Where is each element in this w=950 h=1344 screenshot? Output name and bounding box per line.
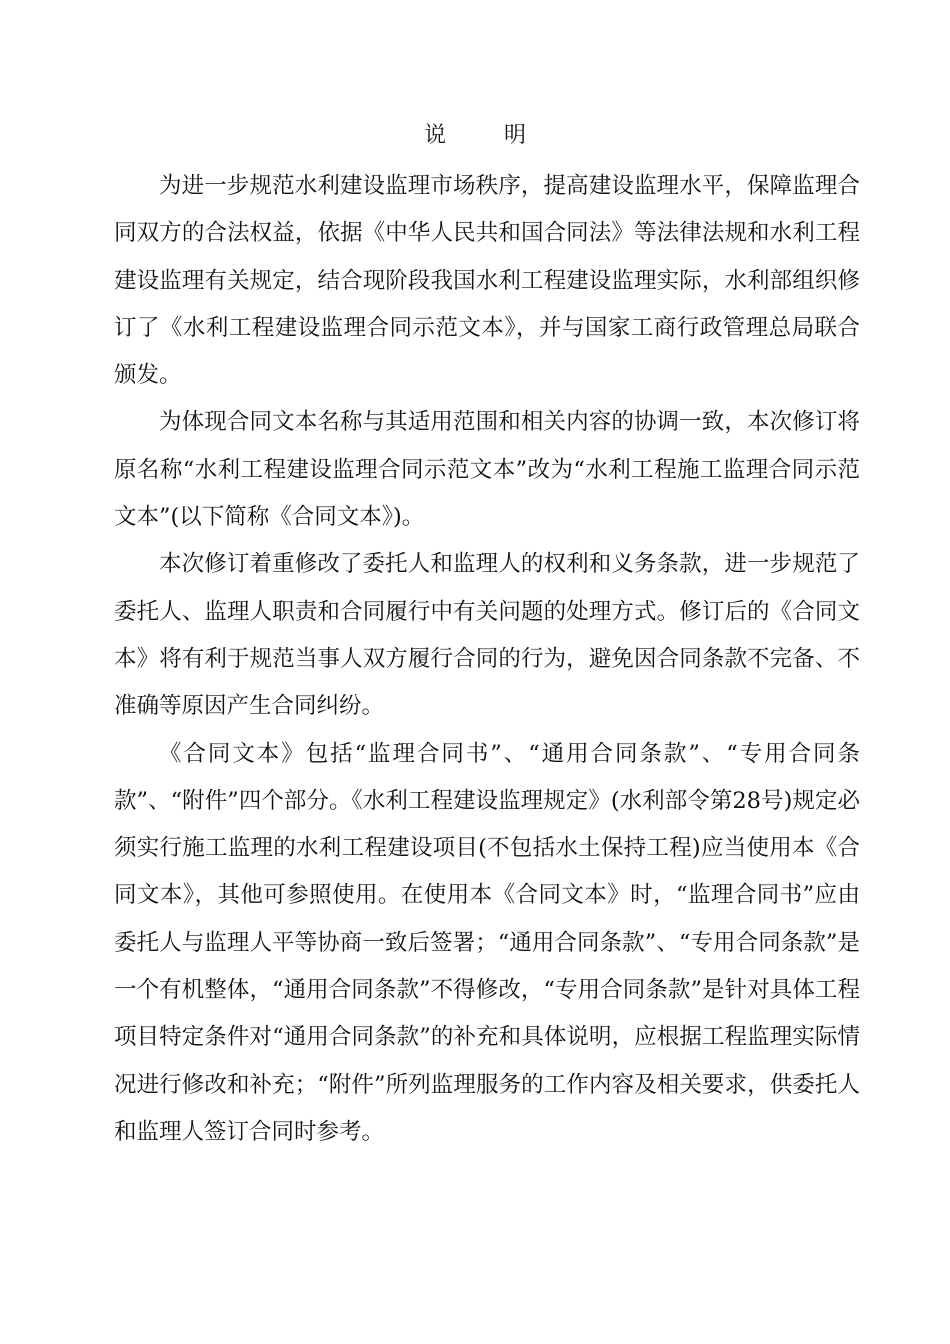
paragraph-3: 本次修订着重修改了委托人和监理人的权利和义务条款，进一步规范了委托人、监理人职责和合同履行中有关问题的处理方式。修订后的《合同文本》将有利于规范当事人双方履行合同的行为，避免因合同条款不完备、不准确等原因产生合同纠纷。 [114,551,860,720]
document-title: 说 明 [423,123,544,148]
paragraph-4: 《合同文本》包括“监理合同书”、“通用合同条款”、“专用合同条款”、“附件”四个部分。《水利工程建设监理规定》(水利部令第28号)规定必须实行施工监理的水利工程建设项目(不包括水土保持工程)应当使用本《合同文本》，其他可参照使用。在使用本《合同文本》时，“监理合同书”应由委托人与监理人平等协商一致后签署；“通用合同条款”、“专用合同条款”是一个有机整体，“通用合同条款”不得修改，“专用合同条款”是针对具体工程项目特定条件对“通用合同条款”的补充和具体说明，应根据工程监理实际情况进行修改和补充；“附件”所列监理服务的工作内容及相关要求，供委托人和监理人签订合同时参考。 [114,740,860,1145]
paragraph-1: 为进一步规范水利建设监理市场秩序，提高建设监理水平，保障监理合同双方的合法权益，依据《中华人民共和国合同法》等法律法规和水利工程建设监理有关规定，结合现阶段我国水利工程建设监理实际，水利部组织修订了《水利工程建设监理合同示范文本》，并与国家工商行政管理总局联合颁发。 [114,173,860,389]
document-body [114,163,860,1156]
paragraph-2: 为体现合同文本名称与其适用范围和相关内容的协调一致，本次修订将原名称“水利工程建设监理合同示范文本”改为“水利工程施工监理合同示范文本”(以下简称《合同文本》)。 [114,409,860,531]
